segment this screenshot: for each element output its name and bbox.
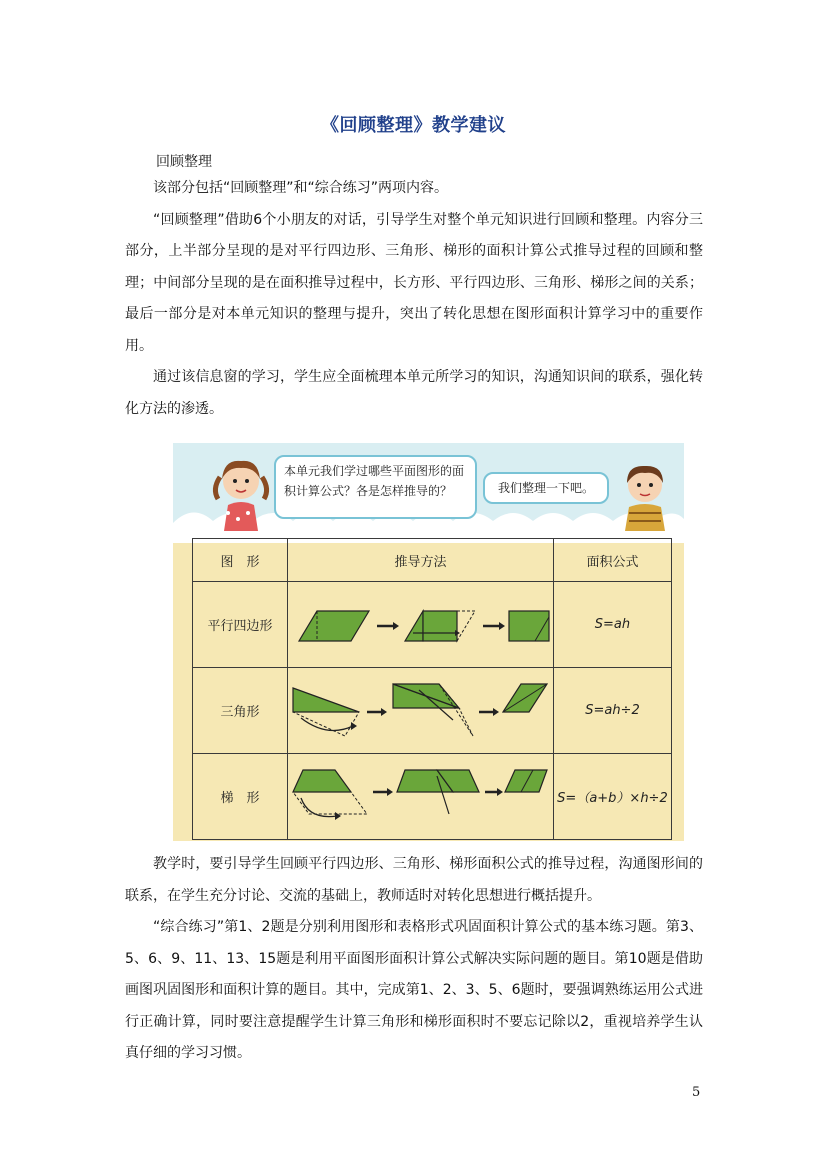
trapezoid-derivation-diagram xyxy=(289,762,551,832)
formula-table xyxy=(192,538,672,840)
table-header-row xyxy=(193,539,672,582)
page-title: 《回顾整理》教学建议 xyxy=(321,115,506,136)
paragraph: “综合练习”第1、2题是分别利用图形和表格形式巩固面积计算公式的基本练习题。第3、5、6、9、11、13、15题是利用平面图形面积计算公式解决实际问题的题目。第10题是借助画图巩固图形和面积计算的题目。其中，完成第1、2、3、5、6题时，要强调熟练运用公式进行正确计算，同时要注意提醒学生计算三角形和梯形面积时不要忘记除以2，重视培养学生认真仔细的学习习惯。 xyxy=(125,919,703,1061)
page-number: 5 xyxy=(692,1085,701,1100)
header-method: 推导方法 xyxy=(287,539,553,582)
header-formula: 面积公式 xyxy=(553,539,671,582)
parallelogram-derivation-diagram xyxy=(289,595,551,655)
paragraph: 通过该信息窗的学习，学生应全面梳理本单元所学习的知识，沟通知识间的联系，强化转化方法的渗透。 xyxy=(125,369,703,417)
area-formula: S=ah÷2 xyxy=(553,668,671,754)
paragraph: 该部分包括“回顾整理”和“综合练习”两项内容。 xyxy=(153,180,449,196)
derivation-cell xyxy=(287,668,553,754)
closing-paragraphs xyxy=(125,849,703,1070)
paragraph: 教学时，要引导学生回顾平行四边形、三角形、梯形面积公式的推导过程，沟通图形间的联系，在学生充分讨论、交流的基础上，教师适时对转化思想进行概括提升。 xyxy=(125,856,703,904)
table-row xyxy=(193,582,672,668)
girl-speech-bubble: 本单元我们学过哪些平面图形的面积计算公式？各是怎样推导的？ xyxy=(274,455,477,519)
boy-speech-bubble: 我们整理一下吧。 xyxy=(483,472,609,504)
review-figure xyxy=(173,443,684,841)
table-row xyxy=(193,754,672,840)
header-shape: 图 形 xyxy=(193,539,288,582)
shape-name: 三角形 xyxy=(193,668,288,754)
girl-icon xyxy=(208,453,274,531)
intro-paragraphs xyxy=(125,173,703,425)
derivation-cell xyxy=(287,582,553,668)
area-formula: S=（a+b）×h÷2 xyxy=(553,754,671,840)
section-heading: 回顾整理 xyxy=(156,154,212,170)
triangle-derivation-diagram xyxy=(289,676,551,746)
table-row xyxy=(193,668,672,754)
derivation-cell xyxy=(287,754,553,840)
shape-name: 平行四边形 xyxy=(193,582,288,668)
boy-icon xyxy=(613,457,677,531)
area-formula: S=ah xyxy=(553,582,671,668)
shape-name: 梯 形 xyxy=(193,754,288,840)
paragraph: “回顾整理”借助6个小朋友的对话，引导学生对整个单元知识进行回顾和整理。内容分三部分，上半部分呈现的是对平行四边形、三角形、梯形的面积计算公式推导过程的回顾和整理；中间部分呈现的是在面积推导过程中，长方形、平行四边形、三角形、梯形之间的关系；最后一部分是对本单元知识的整理与提升，突出了转化思想在图形面积计算学习中的重要作用。 xyxy=(125,211,703,354)
